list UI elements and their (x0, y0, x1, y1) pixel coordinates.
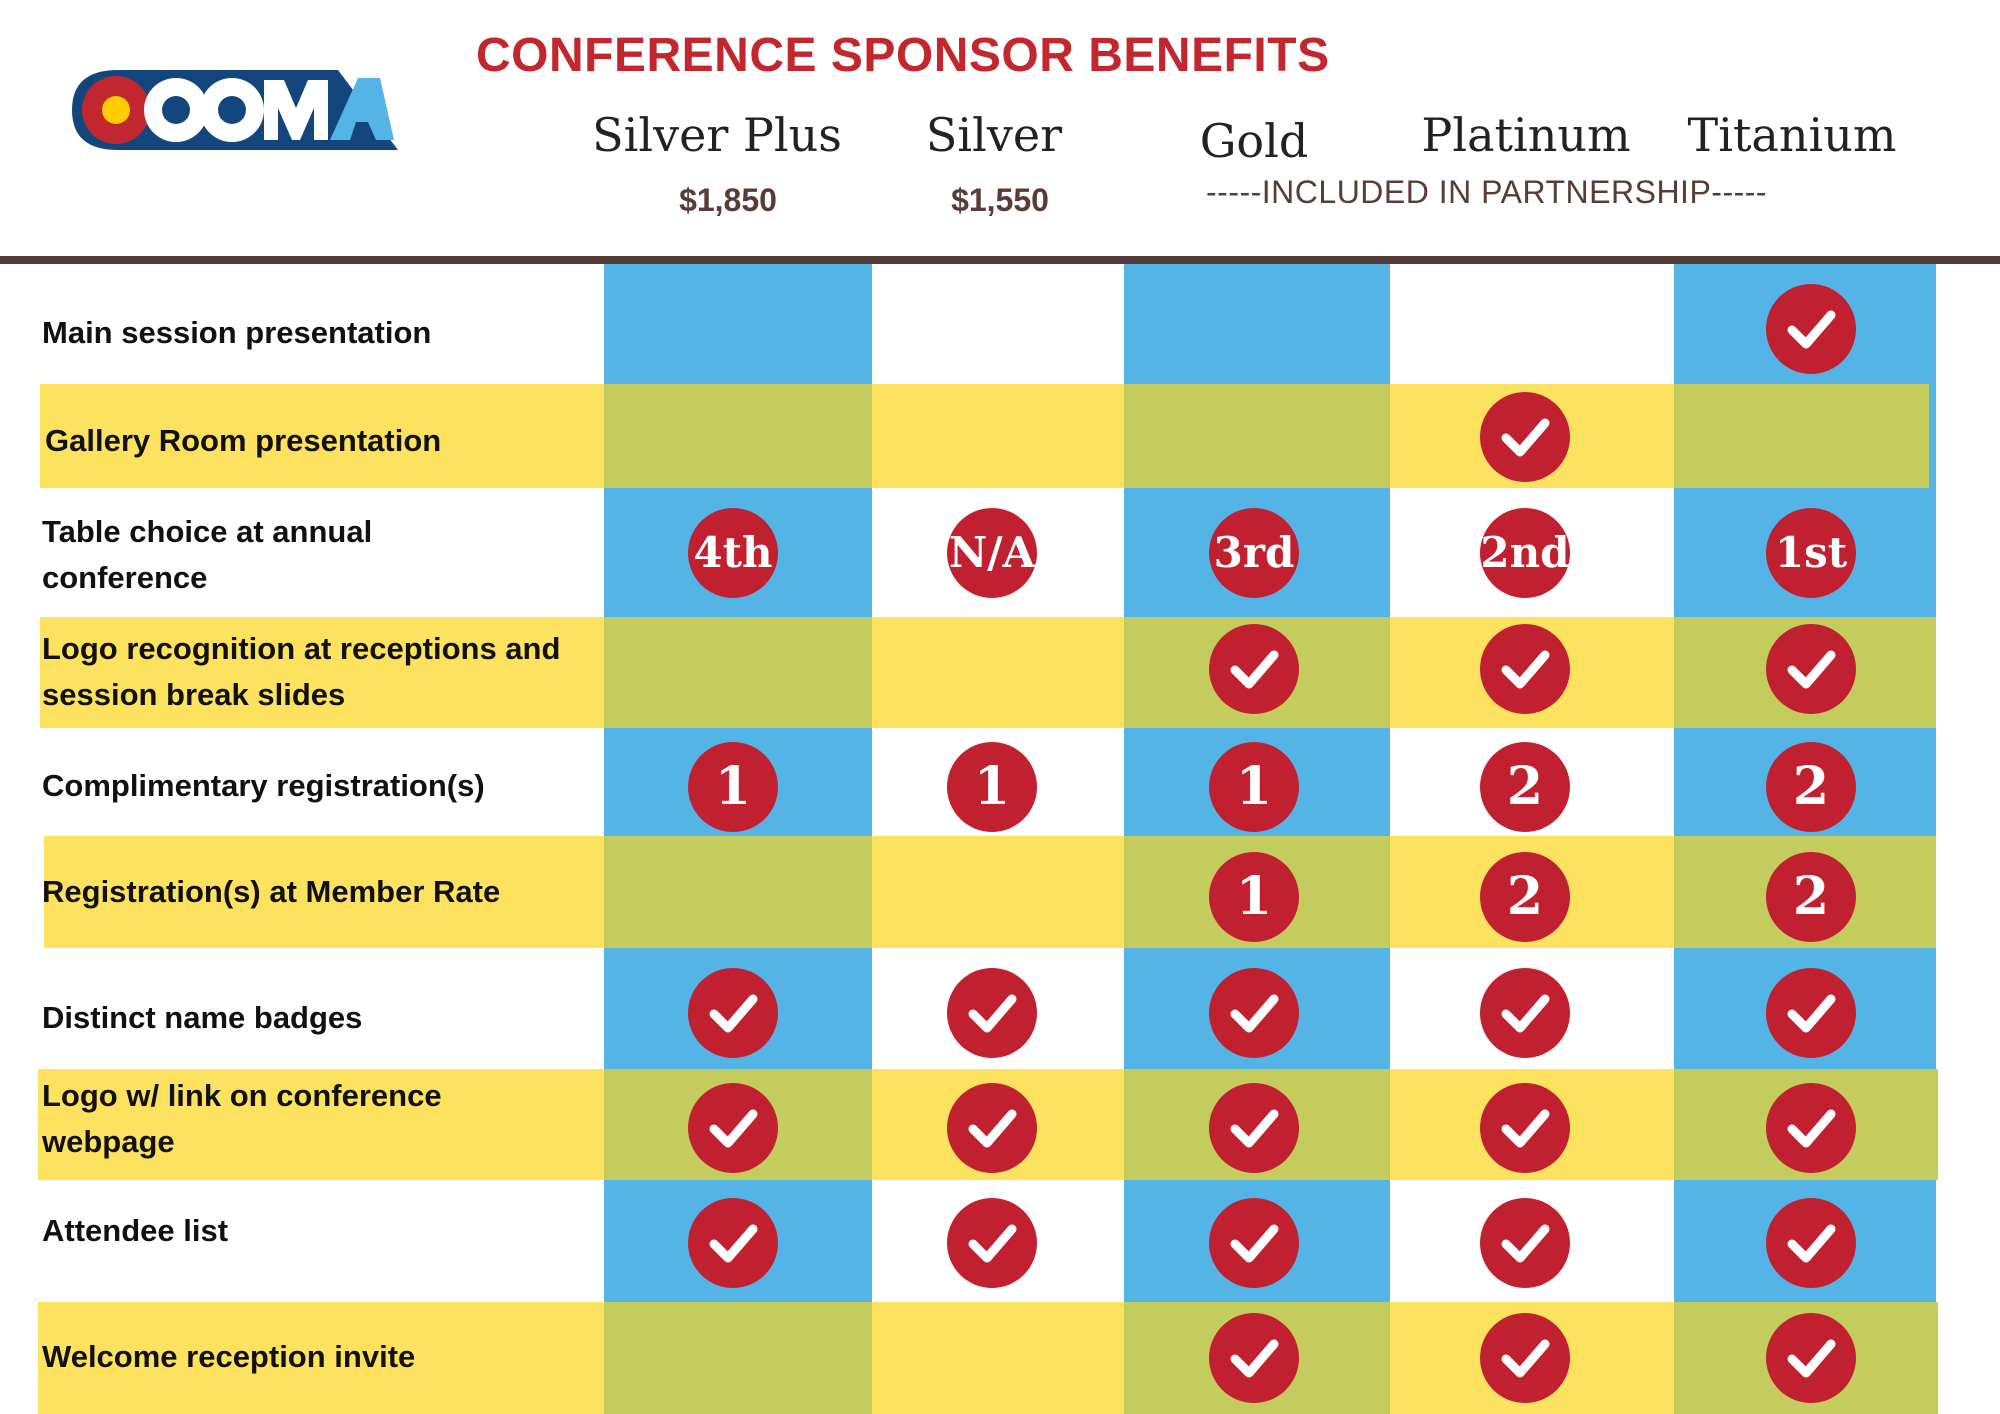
check-icon (1480, 1198, 1570, 1288)
value-badge-text: 1 (1235, 866, 1273, 927)
value-badge (1209, 852, 1299, 942)
value-badge (688, 508, 778, 598)
value-badge (1766, 742, 1856, 832)
value-badge (1480, 508, 1570, 598)
check-icon (1209, 624, 1299, 714)
value-badge-text: 2nd (1480, 528, 1570, 577)
check-icon (1480, 392, 1570, 482)
tier-name-gold: Gold (1199, 114, 1309, 168)
value-badge-text: 2 (1506, 756, 1544, 817)
check-icon (688, 1198, 778, 1288)
value-badge (1480, 852, 1570, 942)
benefit-label-member-rate: Registration(s) at Member Rate (42, 874, 501, 909)
benefit-label-attendee-list: Attendee list (42, 1213, 229, 1248)
value-badge-text: 2 (1792, 866, 1830, 927)
value-badge (1209, 742, 1299, 832)
check-icon (1480, 624, 1570, 714)
value-badge-text: N/A (948, 528, 1036, 577)
check-icon (1766, 1313, 1856, 1403)
check-icon (1480, 968, 1570, 1058)
benefit-label-conference-webpage: Logo w/ link on conference webpage (42, 1078, 442, 1159)
tier-name-silver-plus: Silver Plus (592, 108, 842, 162)
value-badge (1766, 508, 1856, 598)
tier-price-silver: $1,550 (951, 182, 1049, 218)
value-badge-text: 3rd (1213, 528, 1295, 577)
check-icon (1766, 1083, 1856, 1173)
value-badge-text: 2 (1792, 756, 1830, 817)
check-icon (1766, 284, 1856, 374)
benefit-label-welcome-reception: Welcome reception invite (42, 1339, 416, 1374)
check-icon (1209, 1313, 1299, 1403)
check-icon (947, 968, 1037, 1058)
page-title: CONFERENCE SPONSOR BENEFITS (476, 29, 1330, 82)
check-icon (1766, 968, 1856, 1058)
value-badge (947, 508, 1037, 598)
value-badge-text: 1 (1235, 756, 1273, 817)
value-badge-text: 4th (693, 528, 773, 577)
value-badge-text: 1 (973, 756, 1011, 817)
check-icon (688, 1083, 778, 1173)
check-icon (688, 968, 778, 1058)
check-icon (1480, 1313, 1570, 1403)
tier-name-silver: Silver (925, 108, 1063, 162)
check-icon (947, 1083, 1037, 1173)
tier-name-titanium: Titanium (1687, 108, 1897, 162)
benefit-label-main-session: Main session presentation (42, 315, 432, 350)
check-icon (1209, 1198, 1299, 1288)
check-icon (1209, 1083, 1299, 1173)
benefit-label-name-badges: Distinct name badges (42, 1000, 363, 1035)
check-icon (1766, 624, 1856, 714)
benefit-label-table-choice: Table choice at annual conference (42, 514, 373, 595)
check-icon (947, 1198, 1037, 1288)
value-badge-text: 2 (1506, 866, 1544, 927)
benefit-label-complimentary-registration: Complimentary registration(s) (42, 768, 485, 803)
value-badge (1209, 508, 1299, 598)
tier-name-platinum: Platinum (1421, 108, 1631, 162)
value-badge-text: 1st (1774, 528, 1848, 577)
value-badge (947, 742, 1037, 832)
benefit-label-logo-recognition: Logo recognition at receptions and session break slides (42, 631, 561, 712)
value-badge (1480, 742, 1570, 832)
value-badge (688, 742, 778, 832)
tier-price-silver-plus: $1,850 (679, 182, 777, 218)
benefit-label-gallery-room: Gallery Room presentation (45, 423, 442, 458)
value-badge (1766, 852, 1856, 942)
partnership-note: -----INCLUDED IN PARTNERSHIP----- (1206, 174, 1768, 210)
check-icon (1766, 1198, 1856, 1288)
check-icon (1209, 968, 1299, 1058)
value-badge-text: 1 (714, 756, 752, 817)
check-icon (1480, 1083, 1570, 1173)
